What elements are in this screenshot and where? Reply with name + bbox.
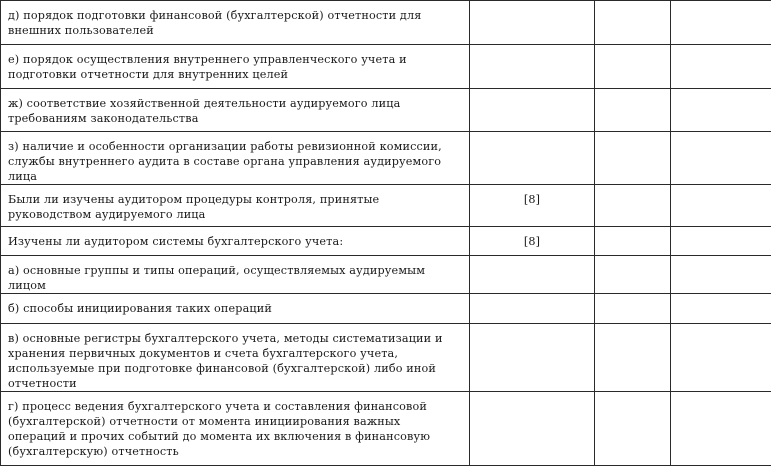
answer-cell	[595, 294, 671, 324]
answer-cell	[595, 392, 671, 466]
answer-cell	[595, 45, 671, 89]
note-cell	[671, 45, 771, 89]
note-cell	[671, 294, 771, 324]
question-cell: г) процесс ведения бухгалтерского учета и составления финансовой (бухгалтерской) отчетности от момента инициирования важных операций и прочих событий до момента их включения в финансовую (бухгалтерскую) отчетность	[1, 392, 470, 466]
reference-cell	[470, 1, 595, 45]
note-cell	[671, 1, 771, 45]
question-cell: Были ли изучены аудитором процедуры контроля, принятые руководством аудируемого лица	[1, 185, 470, 227]
question-cell: д) порядок подготовки финансовой (бухгалтерской) отчетности для внешних пользователей	[1, 1, 470, 45]
question-cell: б) способы инициирования таких операций	[1, 294, 470, 324]
note-cell	[671, 324, 771, 392]
note-cell	[671, 227, 771, 256]
answer-cell	[595, 89, 671, 132]
question-cell: в) основные регистры бухгалтерского учета, методы систематизации и хранения первичных документов и счета бухгалтерского учета, используемые при подготовке финансовой (бухгалтерской) либо иной отчетности	[1, 324, 470, 392]
question-cell: Изучены ли аудитором системы бухгалтерского учета:	[1, 227, 470, 256]
reference-cell: [8]	[470, 227, 595, 256]
reference-cell	[470, 89, 595, 132]
reference-cell	[470, 45, 595, 89]
question-cell: а) основные группы и типы операций, осуществляемых аудируемым лицом	[1, 256, 470, 294]
reference-cell	[470, 294, 595, 324]
table-row	[1, 132, 771, 185]
reference-cell	[470, 132, 595, 185]
reference-cell	[470, 256, 595, 294]
table-row	[1, 392, 771, 466]
note-cell	[671, 185, 771, 227]
answer-cell	[595, 256, 671, 294]
table-row	[1, 324, 771, 392]
table-row	[1, 256, 771, 294]
table-row	[1, 294, 771, 324]
question-cell: ж) соответствие хозяйственной деятельности аудируемого лица требованиям законодательства	[1, 89, 470, 132]
question-cell: з) наличие и особенности организации работы ревизионной комиссии, службы внутреннего аудита в составе органа управления аудируемого лица	[1, 132, 470, 185]
answer-cell	[595, 185, 671, 227]
table-row	[1, 1, 771, 45]
reference-cell: [8]	[470, 185, 595, 227]
reference-cell	[470, 324, 595, 392]
reference-cell	[470, 392, 595, 466]
table-row	[1, 227, 771, 256]
note-cell	[671, 132, 771, 185]
answer-cell	[595, 227, 671, 256]
note-cell	[671, 256, 771, 294]
question-cell: е) порядок осуществления внутреннего управленческого учета и подготовки отчетности для внутренних целей	[1, 45, 470, 89]
answer-cell	[595, 132, 671, 185]
note-cell	[671, 89, 771, 132]
answer-cell	[595, 324, 671, 392]
note-cell	[671, 392, 771, 466]
table-row	[1, 185, 771, 227]
table-row	[1, 45, 771, 89]
answer-cell	[595, 1, 671, 45]
table-row	[1, 89, 771, 132]
